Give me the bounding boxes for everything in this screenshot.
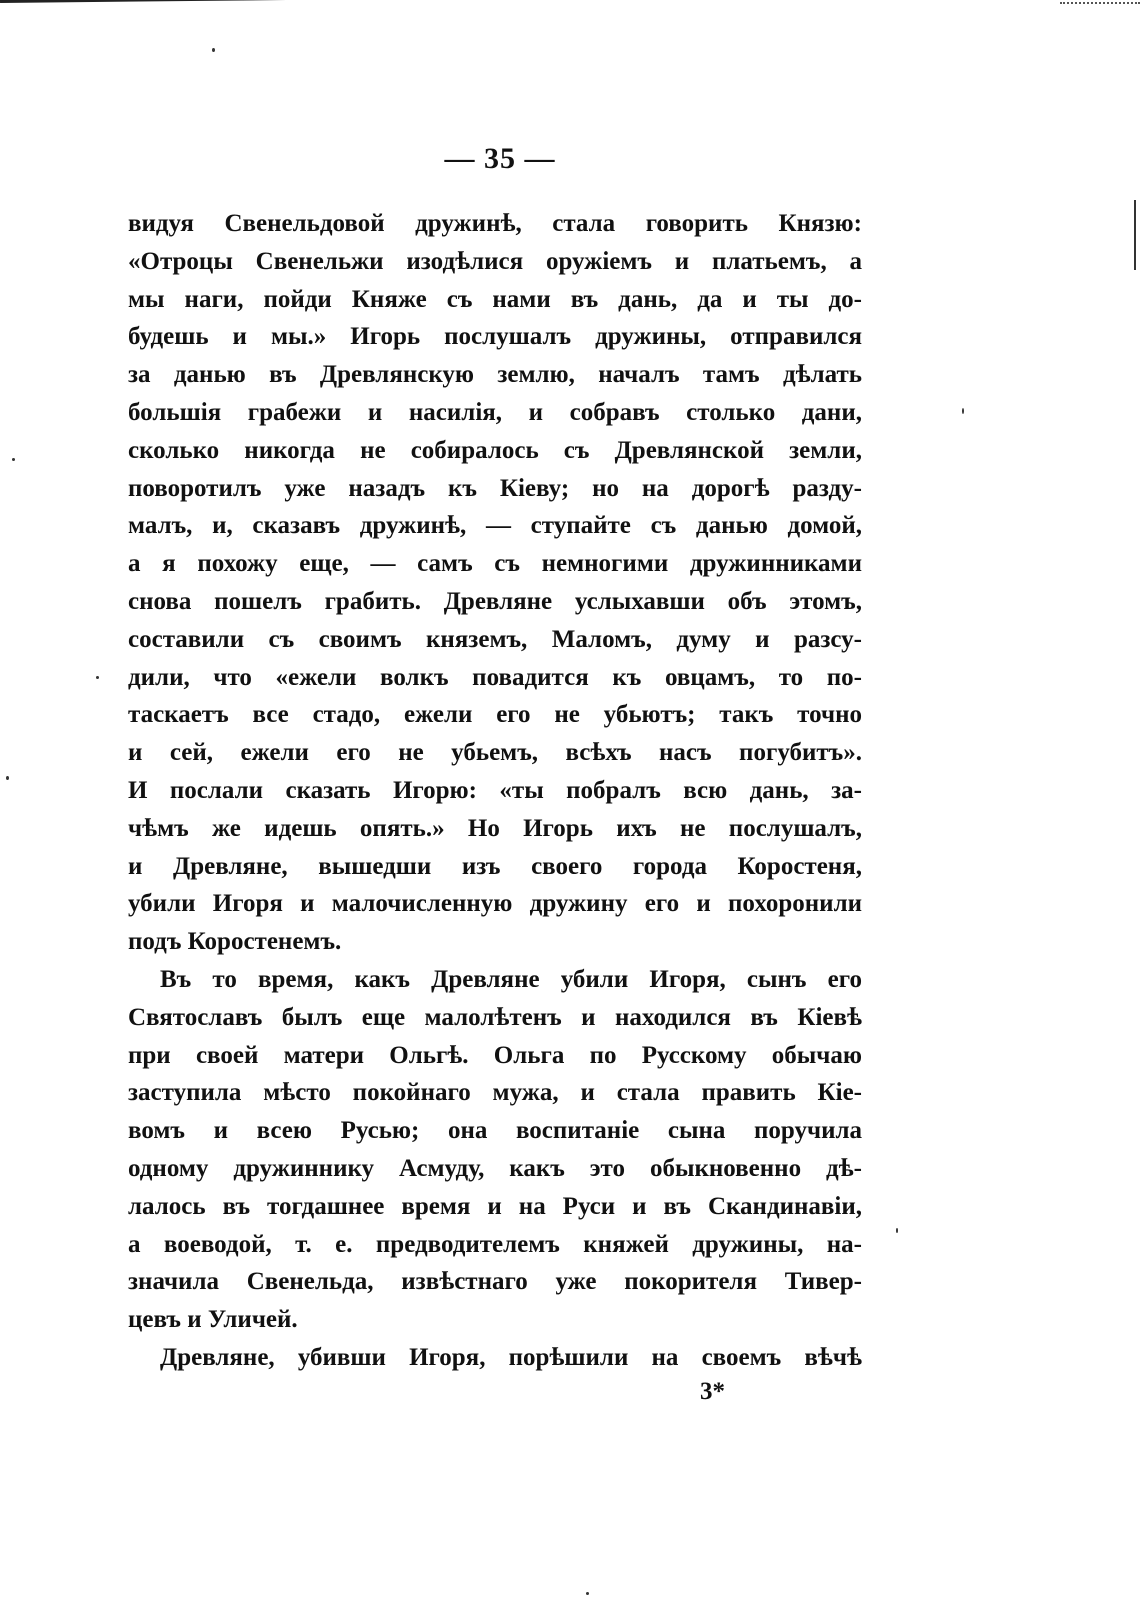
page-number: — 35 — [444,142,556,175]
text-line: «Отроцы Свенельжи изодѣлися оружіемъ и платьемъ, а [128,247,862,275]
text-line: Въ то время, какъ Древляне убили Игоря, сынъ его [160,965,862,993]
text-line: при своей матери Ольгѣ. Ольга по Русскому обычаю [128,1041,862,1069]
scan-speck [212,48,215,52]
text-line: Древляне, убивши Игоря, порѣшили на своемъ вѣчѣ [160,1343,862,1371]
text-line: малъ, и, сказавъ дружинѣ, — ступайте съ данью домой, [128,512,862,540]
text-line: подъ Коростенемъ. [128,928,342,956]
text-line: за данью въ Древлянскую землю, началъ тамъ дѣлать [128,361,862,389]
text-line: снова пошелъ грабить. Древляне услыхавши объ этомъ, [128,587,862,615]
text-line: будешь и мы.» Игорь послушалъ дружины, отправился [128,323,862,351]
signature-mark: 3* [700,1378,725,1405]
text-line: Святославъ былъ еще малолѣтенъ и находился въ Кіевѣ [128,1003,862,1031]
paragraph [128,961,862,1339]
text-line: значила Свенельда, извѣстнаго уже покорителя Тивер- [128,1268,862,1296]
text-line: чѣмъ же идешь опять.» Но Игорь ихъ не послушалъ, [128,814,862,842]
text-line: лалось въ тогдашнее время и на Руси и въ Скандинавіи, [128,1192,862,1220]
text-line: составили съ своимъ княземъ, Маломъ, думу и разсу- [128,625,862,653]
text-line: и сей, ежели его не убьемъ, всѣхъ насъ погубитъ». [128,739,862,767]
body-text [128,205,862,1377]
scan-speck [586,1592,589,1595]
text-line: видуя Свенельдовой дружинѣ, стала говорить Князю: [128,210,862,237]
scan-edge-top [0,0,560,3]
text-line: вомъ и всею Русью; она воспитаніе сына поручила [128,1117,862,1145]
text-line: а я похожу еще, — самъ съ немногими дружинниками [128,550,862,578]
text-line: и Древляне, вышедши изъ своего города Коростеня, [128,852,862,880]
scan-edge-top-right [1060,2,1140,4]
paragraph [128,205,862,961]
text-line: мы наги, пойди Княже съ нами въ дань, да и ты до- [128,285,862,313]
text-line: заступила мѣсто покойнаго мужа, и стала править Кіе- [128,1079,862,1107]
text-line: сколько никогда не собиралось съ Древлянской земли, [128,436,862,464]
scan-speck [12,458,15,461]
text-line: большія грабежи и насилія, и собравъ столько дани, [128,398,862,426]
paragraph [128,1339,862,1377]
scan-speck [96,676,99,679]
scan-edge-right [1134,200,1136,270]
text-line: цевъ и Уличей. [128,1306,298,1334]
scan-speck [6,776,9,780]
text-line: одному дружиннику Асмуду, какъ это обыкновенно дѣ- [128,1154,862,1182]
text-line: поворотилъ уже назадъ къ Кіеву; но на дорогѣ разду- [128,474,862,502]
text-line: дили, что «ежели волкъ повадится къ овцамъ, то по- [128,663,862,691]
scan-speck [896,1228,898,1233]
scan-speck [962,408,964,414]
text-line: И послали сказать Игорю: «ты побралъ всю дань, за- [128,776,862,804]
text-line: убили Игоря и малочисленную дружину его и похоронили [128,890,862,918]
text-line: а воеводой, т. е. предводителемъ княжей дружины, на- [128,1230,862,1258]
text-line: таскаетъ все стадо, ежели его не убьютъ; такъ точно [128,701,862,729]
